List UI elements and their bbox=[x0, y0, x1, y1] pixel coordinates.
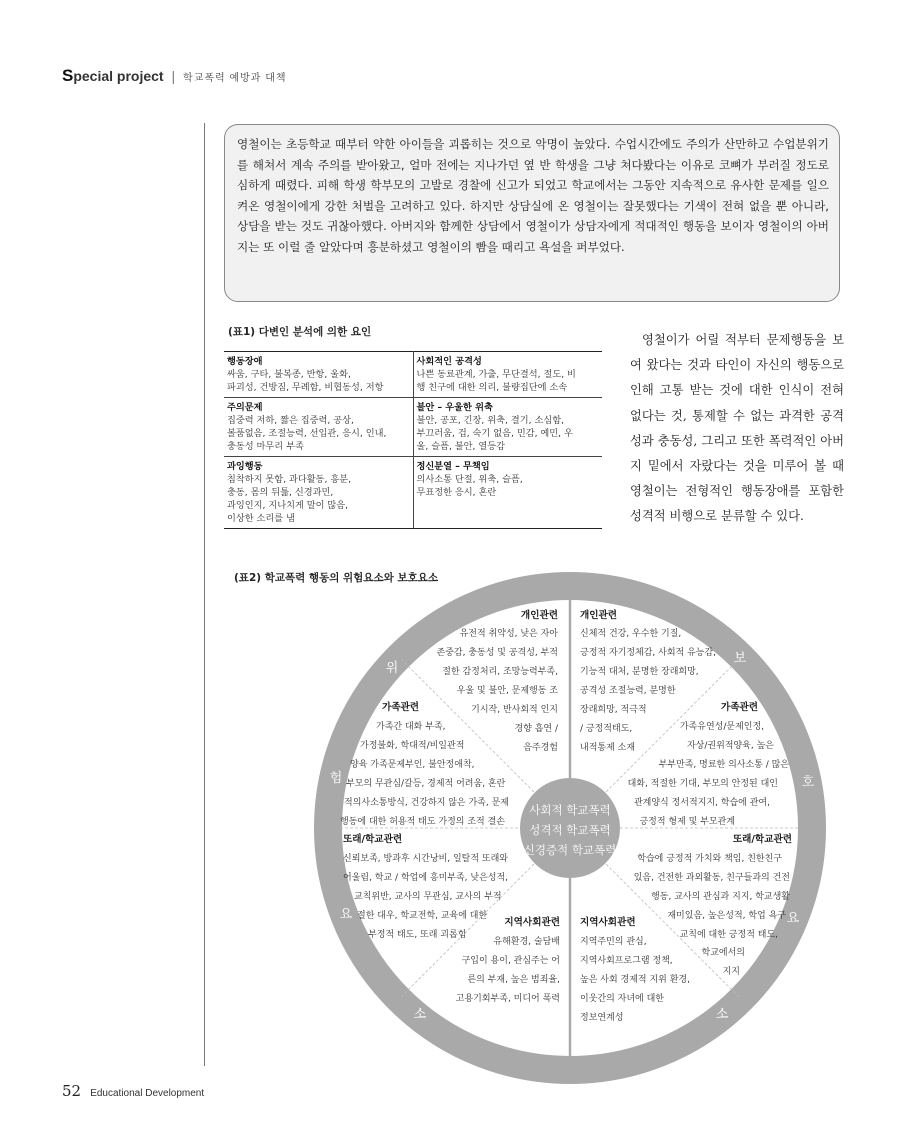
risk-family-line: 부모의 무관심/갈등, 경제적 어려움, 혼란 bbox=[346, 779, 506, 789]
risk-family-heading: 가족관련 bbox=[382, 702, 420, 713]
protect-peer-line: 지지 bbox=[722, 967, 740, 977]
risk-community-heading: 지역사회관련 bbox=[504, 917, 560, 928]
protect-family-heading: 가족관련 bbox=[720, 702, 758, 713]
risk-community-line: 고용기회부족, 미디어 폭력 bbox=[455, 994, 560, 1004]
risk-family-line: 양육 가족문제부인, 불안정애착, bbox=[350, 760, 475, 770]
cell-body: 싸움, 구타, 불복종, 반항, 울화, 파괴성, 건방짐, 무례함, 비협동성, 저항 bbox=[227, 369, 384, 393]
risk-peer-heading: 또래/학교관련 bbox=[343, 834, 403, 845]
protect-peer-line: 학교에서의 bbox=[701, 948, 745, 958]
ring-label-protect: 보 bbox=[733, 651, 747, 666]
protect-individual-line: 내적통제 소재 bbox=[580, 743, 636, 753]
protect-family-line: 긍정적 형제 및 부모관계 bbox=[639, 817, 735, 827]
protect-individual-line: 장래희망, 적극적 bbox=[580, 705, 647, 715]
protect-peer-line: 재미있음, 높은성적, 학업 욕구 bbox=[667, 911, 786, 921]
header-subtitle: 학교폭력 예방과 대책 bbox=[183, 73, 287, 84]
risk-peer-line: 어울림, 학교 / 학업에 흥미부족, 낮은성적, bbox=[343, 873, 509, 883]
page-number: 52 bbox=[62, 1082, 82, 1100]
risk-community-line: 른의 부재, 높은 범죄율, bbox=[467, 975, 560, 985]
cell-heading: 과잉행동 bbox=[227, 461, 263, 472]
cell-body: 불안, 공포, 긴장, 위축, 결기, 소심함, 부끄러움, 겁, 숙기 없음, 민감, 예민, 우 울, 슬픔, 불안, 열등감 bbox=[416, 415, 573, 452]
center-labels bbox=[524, 803, 617, 857]
ring-label-protect: 요 bbox=[786, 911, 800, 926]
risk-peer-line: 절한 대우, 학교전학, 교육에 대한 bbox=[357, 911, 488, 921]
protect-individual-line: 신체적 건강, 우수한 기질, bbox=[580, 629, 682, 639]
risk-peer-line: 신뢰보족, 방과후 시간낭비, 일탈적 또래와 bbox=[343, 854, 508, 864]
center-label: 사회적 학교폭력 bbox=[529, 803, 611, 817]
risk-family-line: 행동에 대한 허용적 태도 가정의 조적 결손 bbox=[340, 817, 505, 827]
protect-peer-line: 행동, 교사의 관심과 지지, 학교생활 bbox=[651, 892, 790, 902]
risk-individual-line: 존중감, 충동성 및 공격성, 부적 bbox=[436, 648, 558, 658]
ring-label-protect: 호 bbox=[801, 775, 815, 790]
protect-family-line: 가족유연성/문제인정, bbox=[679, 722, 764, 732]
protect-community-line: 이웃간의 자녀에 대한 bbox=[580, 994, 664, 1004]
risk-community-line: 구입이 용이, 관심주는 어 bbox=[461, 956, 560, 966]
protect-peer-line: 있음, 건전한 과외활동, 친구들과의 건전 bbox=[633, 873, 790, 883]
cell-body: 의사소통 단절, 위축, 슬픔, 무표정한 응시, 혼란 bbox=[416, 474, 523, 498]
protect-family-line: 부부만족, 명료한 의사소통 / 많은 bbox=[658, 760, 789, 770]
risk-family-line: 가정불화, 학대적/비일관적 bbox=[360, 741, 465, 751]
protect-peer-line: 교칙에 대한 긍정적 태도, bbox=[679, 930, 778, 940]
protect-community-line: 지역주민의 관심, bbox=[580, 937, 647, 947]
protect-individual-line: 긍정적 자기정체감, 사회적 유능감, bbox=[580, 648, 717, 658]
risk-individual-line: 유전적 취약성, 낮은 자아 bbox=[459, 629, 558, 639]
center-label: 성격적 학교폭력 bbox=[529, 823, 611, 837]
header-separator: | bbox=[171, 68, 176, 84]
brand-initial: S bbox=[62, 66, 74, 85]
risk-individual-line: 경향 흡연 / bbox=[514, 724, 558, 734]
risk-family-line: 가족간 대화 부족, bbox=[376, 722, 446, 732]
protect-peer-line: 학습에 긍정적 가치와 책임, 친한친구 bbox=[637, 854, 782, 864]
risk-peer-line: 교칙위반, 교사의 무관심, 교사의 부적 bbox=[354, 892, 502, 902]
protect-community-line: 정보연계성 bbox=[580, 1013, 624, 1023]
risk-community-line: 유해환경, 술담배 bbox=[493, 937, 560, 947]
risk-individual-line: 음주경험 bbox=[523, 743, 558, 753]
cell-body: 침착하지 못함, 과다활동, 흥분, 충동, 몸의 뒤틂, 신경과민, 과잉인지, 지나치게 말이 많음, 이상한 소리를 냄 bbox=[227, 474, 352, 524]
ring-label-protect: 소 bbox=[715, 1007, 729, 1022]
cell-body: 집중력 저하, 짧은 집중력, 공상, 볼품없음, 조절능력, 선입관, 응시, 인내, 충동성 마무리 부족 bbox=[227, 415, 387, 452]
protect-individual-line: 공격성 조절능력, 분명한 bbox=[580, 686, 676, 696]
table2-title: (표2) 학교폭력 행동의 위험요소와 보호요소 bbox=[234, 572, 438, 584]
publication-name: Educational Development bbox=[90, 1088, 205, 1099]
cell-body: 나쁜 동료관계, 가출, 무단결석, 절도, 비 행 친구에 대한 의리, 불량집단에 소속 bbox=[416, 369, 576, 393]
ring-label-risk: 요 bbox=[339, 907, 353, 922]
case-description-box: 영철이는 초등학교 때부터 약한 아이들을 괴롭히는 것으로 악명이 높았다. 수업시간에도 주의가 산만하고 수업분위기를 해쳐서 계속 주의를 받아왔고, 얼마 전에는 지나가던 옆 반 학생을 그냥 쳐다봤다는 이유로 코뼈가 부러질 정도로 심하게 때렸다. 피해 학생 학부모의 고발로 경찰에 신고가 되었고 학교에서는 그동안 지속적으로 유사한 문제를 일으켜온 영철이에게 강한 처벌을 고려하고 있다. 하지만 상담실에 온 영철이는 잘못했다는 기색이 전혀 없을 뿐 아니라, 상담을 받는 것도 귀찮아했다. 아버지와 함께한 상담에서 영철이가 상담자에게 적대적인 행동을 보이자 영철이의 아버지는 또 이럴 줄 알았다며 흥분하셨고 영철이의 빰을 때리고 욕설을 퍼부었다. bbox=[224, 124, 840, 302]
protect-individual-line: 기능적 대처, 분명한 장래희망, bbox=[580, 667, 699, 677]
ring-label-risk: 험 bbox=[329, 771, 343, 786]
risk-individual-heading: 개인관련 bbox=[520, 610, 558, 621]
side-paragraph: 영철이가 어릴 적부터 문제행동을 보여 왔다는 것과 타인이 자신의 행동으로 인해 고통 받는 것에 대한 인식이 전혀 없다는 것, 통제할 수 없는 과격한 공격성과 충동성, 그리고 또한 폭력적인 아버지 밑에서 자랐다는 것을 미루어 볼 때 영철이는 전형적인 행동장애를 포함한 성격적 비행으로 분류할 수 있다. bbox=[630, 333, 844, 524]
protect-family-line: 자상/권위적양육, 높은 bbox=[686, 741, 774, 751]
risk-peer-line: 부정적 태도, 또래 괴롭힘 bbox=[368, 930, 467, 940]
protect-family-line: 대화, 적절한 기대, 부모의 안정된 대인 bbox=[627, 779, 778, 789]
ring-label-risk: 소 bbox=[413, 1007, 427, 1022]
table1-title: (표1) 다변인 분석에 의한 요인 bbox=[228, 326, 372, 338]
risk-individual-line: 절한 감정처리, 조망능력부족, bbox=[442, 667, 558, 677]
protect-family-line: 관계양식 정서적지지, 학습에 관여, bbox=[633, 798, 770, 808]
ring-label-risk: 위 bbox=[385, 661, 399, 676]
page-footer bbox=[62, 1081, 204, 1100]
center-label: 신경증적 학교폭력 bbox=[523, 843, 617, 857]
cell-heading: 행동장애 bbox=[227, 356, 263, 367]
cell-heading: 불안 – 우울한 위축 bbox=[416, 402, 493, 413]
protect-individual-line: / 긍정적태도, bbox=[580, 724, 633, 734]
cell-heading: 정신분열 – 무책임 bbox=[416, 461, 490, 472]
risk-family-line: 적의사소통방식, 건강하지 않은 가족, 문제 bbox=[344, 798, 509, 808]
cell-heading: 주의문제 bbox=[227, 402, 263, 413]
brand-name: pecial project bbox=[73, 68, 164, 84]
risk-individual-line: 기시작, 반사회적 인지 bbox=[471, 705, 558, 715]
protect-community-heading: 지역사회관련 bbox=[580, 917, 636, 928]
protect-community-line: 높은 사회 경제적 지위 환경, bbox=[580, 975, 690, 985]
risk-individual-line: 우울 및 불안, 문제행동 조 bbox=[456, 686, 558, 696]
protect-peer-heading: 또래/학교관련 bbox=[732, 834, 792, 845]
cell-heading: 사회적인 공격성 bbox=[416, 356, 482, 367]
protect-individual-heading: 개인관련 bbox=[580, 610, 618, 621]
protect-community-line: 지역사회프로그램 정책, bbox=[580, 956, 673, 966]
